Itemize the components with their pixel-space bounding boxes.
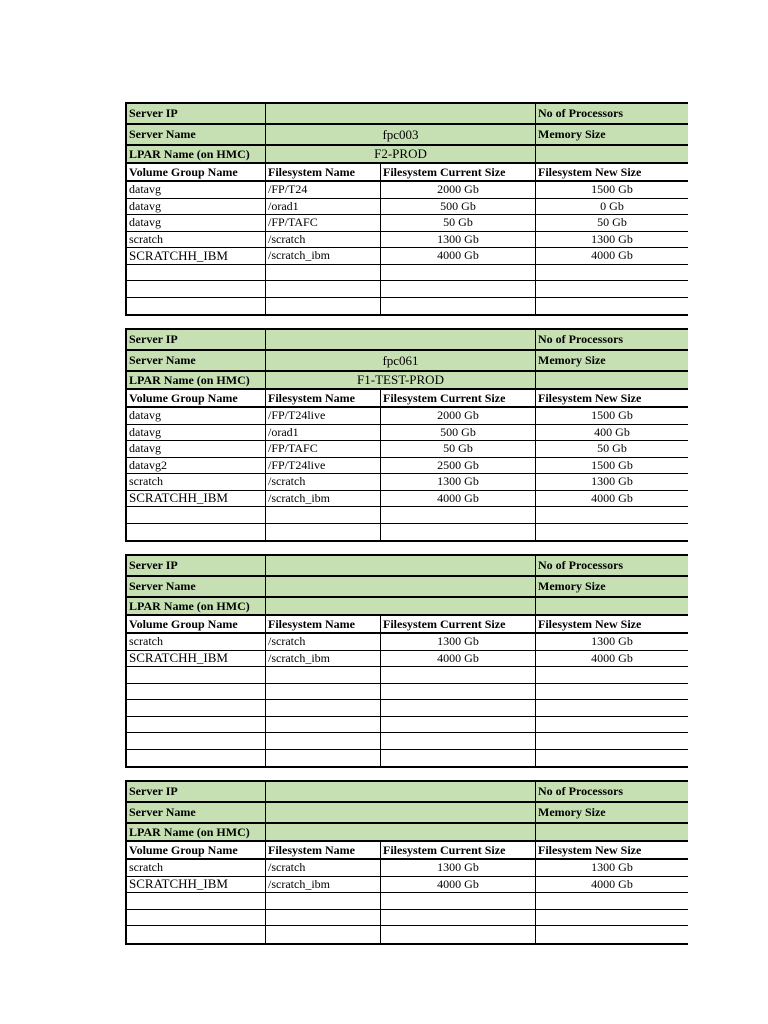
volume-group-cell[interactable]: scratch: [127, 474, 266, 490]
filesystem-new-size-cell[interactable]: 1300 Gb: [591, 474, 633, 489]
server-ip-value[interactable]: [266, 556, 536, 575]
volume-group-cell[interactable]: [127, 298, 266, 315]
memory-size-label: Memory Size: [538, 353, 606, 367]
table-row: [127, 700, 688, 717]
server-name-label: Server Name: [127, 577, 266, 596]
filesystem-current-size-cell[interactable]: [381, 750, 536, 767]
filesystem-current-size-header: Filesystem Current Size: [381, 842, 536, 858]
server-table: [125, 102, 688, 316]
filesystem-name-cell[interactable]: [266, 717, 381, 733]
table-row: [127, 717, 688, 734]
lpar-name-value[interactable]: F1-TEST-PROD: [266, 372, 536, 388]
filesystem-name-cell[interactable]: [266, 750, 381, 767]
filesystem-new-size-cell[interactable]: [536, 700, 688, 716]
filesystem-new-size-cell[interactable]: [536, 893, 688, 909]
filesystem-current-size-cell[interactable]: [381, 281, 536, 297]
filesystem-name-cell[interactable]: /FP/T24live: [266, 408, 381, 424]
filesystem-new-size-cell[interactable]: 50 Gb: [597, 441, 627, 456]
filesystem-new-size-header: Filesystem New Size: [538, 390, 642, 405]
filesystem-new-size-cell[interactable]: 4000 Gb: [591, 650, 633, 665]
table-row: [127, 507, 688, 524]
no-of-processors-label: No of Processors: [538, 106, 624, 120]
filesystem-new-size-cell[interactable]: [536, 684, 688, 700]
filesystem-new-size-cell[interactable]: 1300 Gb: [591, 860, 633, 875]
filesystem-name-cell[interactable]: /FP/TAFC: [266, 215, 381, 231]
table-row: [127, 215, 688, 232]
filesystem-current-size-cell[interactable]: 2000 Gb: [381, 408, 536, 424]
no-of-processors-label: No of Processors: [538, 332, 624, 346]
filesystem-current-size-cell[interactable]: [381, 524, 536, 541]
filesystem-current-size-cell[interactable]: 1300 Gb: [381, 860, 536, 876]
volume-group-name-header: Volume Group Name: [127, 390, 266, 406]
filesystem-current-size-cell[interactable]: 1300 Gb: [381, 634, 536, 650]
filesystem-current-size-header: Filesystem Current Size: [381, 164, 536, 180]
server-name-row: [127, 577, 688, 598]
filesystem-new-size-cell[interactable]: 400 Gb: [594, 424, 630, 439]
table-row: [127, 232, 688, 249]
filesystem-name-cell[interactable]: [266, 667, 381, 683]
table-row: [127, 926, 688, 943]
table-row: [127, 910, 688, 927]
filesystem-current-size-cell[interactable]: 4000 Gb: [381, 248, 536, 264]
filesystem-name-cell[interactable]: /scratch_ibm: [266, 491, 381, 507]
filesystem-current-size-cell[interactable]: 2500 Gb: [381, 458, 536, 474]
server-name-value[interactable]: fpc061: [266, 351, 536, 370]
memory-size-label: Memory Size: [538, 579, 606, 593]
volume-group-cell[interactable]: SCRATCHH_IBM: [127, 651, 266, 667]
volume-group-cell[interactable]: [127, 684, 266, 700]
filesystem-new-size-cell[interactable]: 1500 Gb: [591, 408, 633, 423]
filesystem-name-cell[interactable]: /scratch_ibm: [266, 248, 381, 264]
volume-group-cell[interactable]: [127, 717, 266, 733]
filesystem-name-cell[interactable]: /scratch: [266, 634, 381, 650]
filesystem-current-size-cell[interactable]: 2000 Gb: [381, 182, 536, 198]
filesystem-current-size-cell[interactable]: 50 Gb: [381, 215, 536, 231]
filesystem-name-cell[interactable]: /FP/T24: [266, 182, 381, 198]
filesystem-new-size-cell[interactable]: 4000 Gb: [591, 876, 633, 891]
lpar-name-row: [127, 372, 688, 390]
filesystem-new-size-cell[interactable]: 0 Gb: [600, 198, 624, 213]
table-row: [127, 893, 688, 910]
filesystem-name-cell[interactable]: /scratch: [266, 232, 381, 248]
filesystem-new-size-cell[interactable]: [536, 667, 688, 683]
server-name-value[interactable]: [266, 577, 536, 596]
table-row: [127, 667, 688, 684]
server-name-value[interactable]: [266, 803, 536, 822]
filesystem-name-cell[interactable]: [266, 298, 381, 315]
filesystem-name-cell[interactable]: [266, 893, 381, 909]
volume-group-cell[interactable]: [127, 733, 266, 749]
filesystem-name-cell[interactable]: [266, 684, 381, 700]
table-row: [127, 182, 688, 199]
volume-group-cell[interactable]: [127, 265, 266, 281]
table-row: [127, 441, 688, 458]
table-row: [127, 860, 688, 877]
filesystem-new-size-cell[interactable]: [536, 750, 688, 767]
volume-group-cell[interactable]: [127, 750, 266, 767]
table-row: [127, 491, 688, 508]
filesystem-new-size-header: Filesystem New Size: [538, 842, 642, 857]
filesystem-name-cell[interactable]: [266, 733, 381, 749]
server-ip-value[interactable]: [266, 330, 536, 349]
volume-group-cell[interactable]: [127, 700, 266, 716]
table-row: [127, 298, 688, 315]
filesystem-new-size-cell[interactable]: [536, 733, 688, 749]
filesystem-current-size-cell[interactable]: [381, 717, 536, 733]
filesystem-name-cell[interactable]: /orad1: [266, 199, 381, 215]
column-header-row: [127, 164, 688, 182]
volume-group-cell[interactable]: datavg: [127, 441, 266, 457]
lpar-empty-cell[interactable]: [536, 372, 688, 388]
filesystem-new-size-cell[interactable]: 4000 Gb: [591, 490, 633, 505]
filesystem-current-size-cell[interactable]: 1300 Gb: [381, 474, 536, 490]
table-row: [127, 199, 688, 216]
filesystem-name-header: Filesystem Name: [266, 390, 381, 406]
server-ip-value[interactable]: [266, 104, 536, 123]
lpar-name-value[interactable]: [266, 824, 536, 840]
filesystem-name-cell[interactable]: /orad1: [266, 425, 381, 441]
volume-group-cell[interactable]: datavg: [127, 215, 266, 231]
filesystem-new-size-cell[interactable]: [536, 265, 688, 281]
table-row: [127, 524, 688, 541]
table-row: [127, 425, 688, 442]
filesystem-new-size-cell[interactable]: 1500 Gb: [591, 457, 633, 472]
filesystem-current-size-header: Filesystem Current Size: [381, 390, 536, 406]
memory-size-label: Memory Size: [538, 805, 606, 819]
volume-group-cell[interactable]: datavg2: [127, 458, 266, 474]
server-ip-label: Server IP: [127, 782, 266, 801]
filesystem-name-cell[interactable]: /scratch: [266, 860, 381, 876]
filesystem-new-size-cell[interactable]: 50 Gb: [597, 215, 627, 230]
column-header-row: [127, 616, 688, 634]
lpar-name-label: LPAR Name (on HMC): [127, 146, 266, 162]
table-row: [127, 634, 688, 651]
volume-group-cell[interactable]: [127, 893, 266, 909]
table-row: [127, 248, 688, 265]
filesystem-new-size-cell[interactable]: [536, 910, 688, 926]
filesystem-current-size-cell[interactable]: 4000 Gb: [381, 491, 536, 507]
filesystem-current-size-cell[interactable]: [381, 733, 536, 749]
filesystem-current-size-cell[interactable]: 4000 Gb: [381, 877, 536, 893]
filesystem-current-size-cell[interactable]: [381, 893, 536, 909]
filesystem-new-size-cell[interactable]: [536, 298, 688, 315]
column-header-row: [127, 842, 688, 860]
filesystem-current-size-cell[interactable]: [381, 507, 536, 523]
lpar-name-label: LPAR Name (on HMC): [127, 372, 266, 388]
lpar-empty-cell[interactable]: [536, 598, 688, 614]
lpar-empty-cell[interactable]: [536, 824, 688, 840]
table-row: [127, 281, 688, 298]
lpar-name-value[interactable]: [266, 598, 536, 614]
filesystem-name-cell[interactable]: /FP/T24live: [266, 458, 381, 474]
volume-group-cell[interactable]: scratch: [127, 860, 266, 876]
filesystem-name-header: Filesystem Name: [266, 616, 381, 632]
table-row: [127, 458, 688, 475]
server-name-row: [127, 803, 688, 824]
server-name-row: [127, 351, 688, 372]
lpar-name-label: LPAR Name (on HMC): [127, 598, 266, 614]
volume-group-cell[interactable]: SCRATCHH_IBM: [127, 877, 266, 893]
filesystem-current-size-cell[interactable]: [381, 910, 536, 926]
volume-group-cell[interactable]: SCRATCHH_IBM: [127, 491, 266, 507]
filesystem-current-size-cell[interactable]: [381, 265, 536, 281]
filesystem-name-cell[interactable]: /FP/TAFC: [266, 441, 381, 457]
volume-group-cell[interactable]: [127, 524, 266, 541]
table-row: [127, 750, 688, 767]
filesystem-name-cell[interactable]: [266, 910, 381, 926]
filesystem-current-size-cell[interactable]: [381, 667, 536, 683]
volume-group-name-header: Volume Group Name: [127, 164, 266, 180]
filesystem-name-cell[interactable]: /scratch: [266, 474, 381, 490]
lpar-name-row: [127, 824, 688, 842]
server-ip-label: Server IP: [127, 104, 266, 123]
server-ip-row: [127, 104, 688, 125]
server-name-label: Server Name: [127, 803, 266, 822]
server-name-label: Server Name: [127, 351, 266, 370]
filesystem-name-cell[interactable]: [266, 524, 381, 541]
server-ip-label: Server IP: [127, 556, 266, 575]
lpar-empty-cell[interactable]: [536, 146, 688, 162]
server-name-row: [127, 125, 688, 146]
filesystem-new-size-cell[interactable]: [536, 507, 688, 523]
volume-group-cell[interactable]: scratch: [127, 634, 266, 650]
volume-group-name-header: Volume Group Name: [127, 616, 266, 632]
no-of-processors-label: No of Processors: [538, 784, 624, 798]
filesystem-new-size-cell[interactable]: 1500 Gb: [591, 182, 633, 197]
volume-group-cell[interactable]: datavg: [127, 182, 266, 198]
filesystem-new-size-cell[interactable]: 1300 Gb: [591, 634, 633, 649]
filesystem-new-size-cell[interactable]: [536, 281, 688, 297]
volume-group-cell[interactable]: [127, 507, 266, 523]
server-name-value[interactable]: fpc003: [266, 125, 536, 144]
server-table: [125, 780, 688, 945]
server-table: [125, 328, 688, 542]
filesystem-name-cell[interactable]: [266, 281, 381, 297]
filesystem-new-size-header: Filesystem New Size: [538, 164, 642, 179]
column-header-row: [127, 390, 688, 408]
filesystem-new-size-header: Filesystem New Size: [538, 616, 642, 631]
volume-group-cell[interactable]: [127, 910, 266, 926]
filesystem-new-size-cell[interactable]: 4000 Gb: [591, 248, 633, 263]
volume-group-name-header: Volume Group Name: [127, 842, 266, 858]
volume-group-cell[interactable]: datavg: [127, 425, 266, 441]
server-ip-row: [127, 556, 688, 577]
lpar-name-row: [127, 598, 688, 616]
volume-group-cell[interactable]: scratch: [127, 232, 266, 248]
server-ip-row: [127, 330, 688, 351]
filesystem-name-header: Filesystem Name: [266, 164, 381, 180]
filesystem-current-size-cell[interactable]: 1300 Gb: [381, 232, 536, 248]
lpar-name-row: [127, 146, 688, 164]
server-ip-label: Server IP: [127, 330, 266, 349]
table-row: [127, 474, 688, 491]
lpar-name-value[interactable]: F2-PROD: [266, 146, 536, 162]
filesystem-name-cell[interactable]: [266, 507, 381, 523]
table-row: [127, 265, 688, 282]
filesystem-name-cell[interactable]: [266, 700, 381, 716]
filesystem-name-cell[interactable]: /scratch_ibm: [266, 877, 381, 893]
volume-group-cell[interactable]: [127, 926, 266, 943]
server-ip-value[interactable]: [266, 782, 536, 801]
filesystem-name-header: Filesystem Name: [266, 842, 381, 858]
server-ip-row: [127, 782, 688, 803]
no-of-processors-label: No of Processors: [538, 558, 624, 572]
table-row: [127, 877, 688, 894]
filesystem-name-cell[interactable]: /scratch_ibm: [266, 651, 381, 667]
volume-group-cell[interactable]: datavg: [127, 199, 266, 215]
volume-group-cell[interactable]: SCRATCHH_IBM: [127, 248, 266, 264]
table-row: [127, 733, 688, 750]
volume-group-cell[interactable]: [127, 281, 266, 297]
volume-group-cell[interactable]: datavg: [127, 408, 266, 424]
filesystem-current-size-header: Filesystem Current Size: [381, 616, 536, 632]
filesystem-current-size-cell[interactable]: 4000 Gb: [381, 651, 536, 667]
table-row: [127, 651, 688, 668]
table-row: [127, 408, 688, 425]
filesystem-current-size-cell[interactable]: [381, 700, 536, 716]
filesystem-new-size-cell[interactable]: [536, 524, 688, 541]
table-row: [127, 684, 688, 701]
filesystem-current-size-cell[interactable]: 500 Gb: [381, 425, 536, 441]
filesystem-current-size-cell[interactable]: [381, 298, 536, 315]
server-table: [125, 554, 688, 768]
filesystem-current-size-cell[interactable]: [381, 926, 536, 943]
filesystem-new-size-cell[interactable]: [536, 926, 688, 943]
volume-group-cell[interactable]: [127, 667, 266, 683]
filesystem-name-cell[interactable]: [266, 265, 381, 281]
filesystem-name-cell[interactable]: [266, 926, 381, 943]
filesystem-current-size-cell[interactable]: [381, 684, 536, 700]
filesystem-new-size-cell[interactable]: 1300 Gb: [591, 231, 633, 246]
lpar-name-label: LPAR Name (on HMC): [127, 824, 266, 840]
memory-size-label: Memory Size: [538, 127, 606, 141]
filesystem-new-size-cell[interactable]: [536, 717, 688, 733]
server-name-label: Server Name: [127, 125, 266, 144]
filesystem-current-size-cell[interactable]: 50 Gb: [381, 441, 536, 457]
filesystem-current-size-cell[interactable]: 500 Gb: [381, 199, 536, 215]
